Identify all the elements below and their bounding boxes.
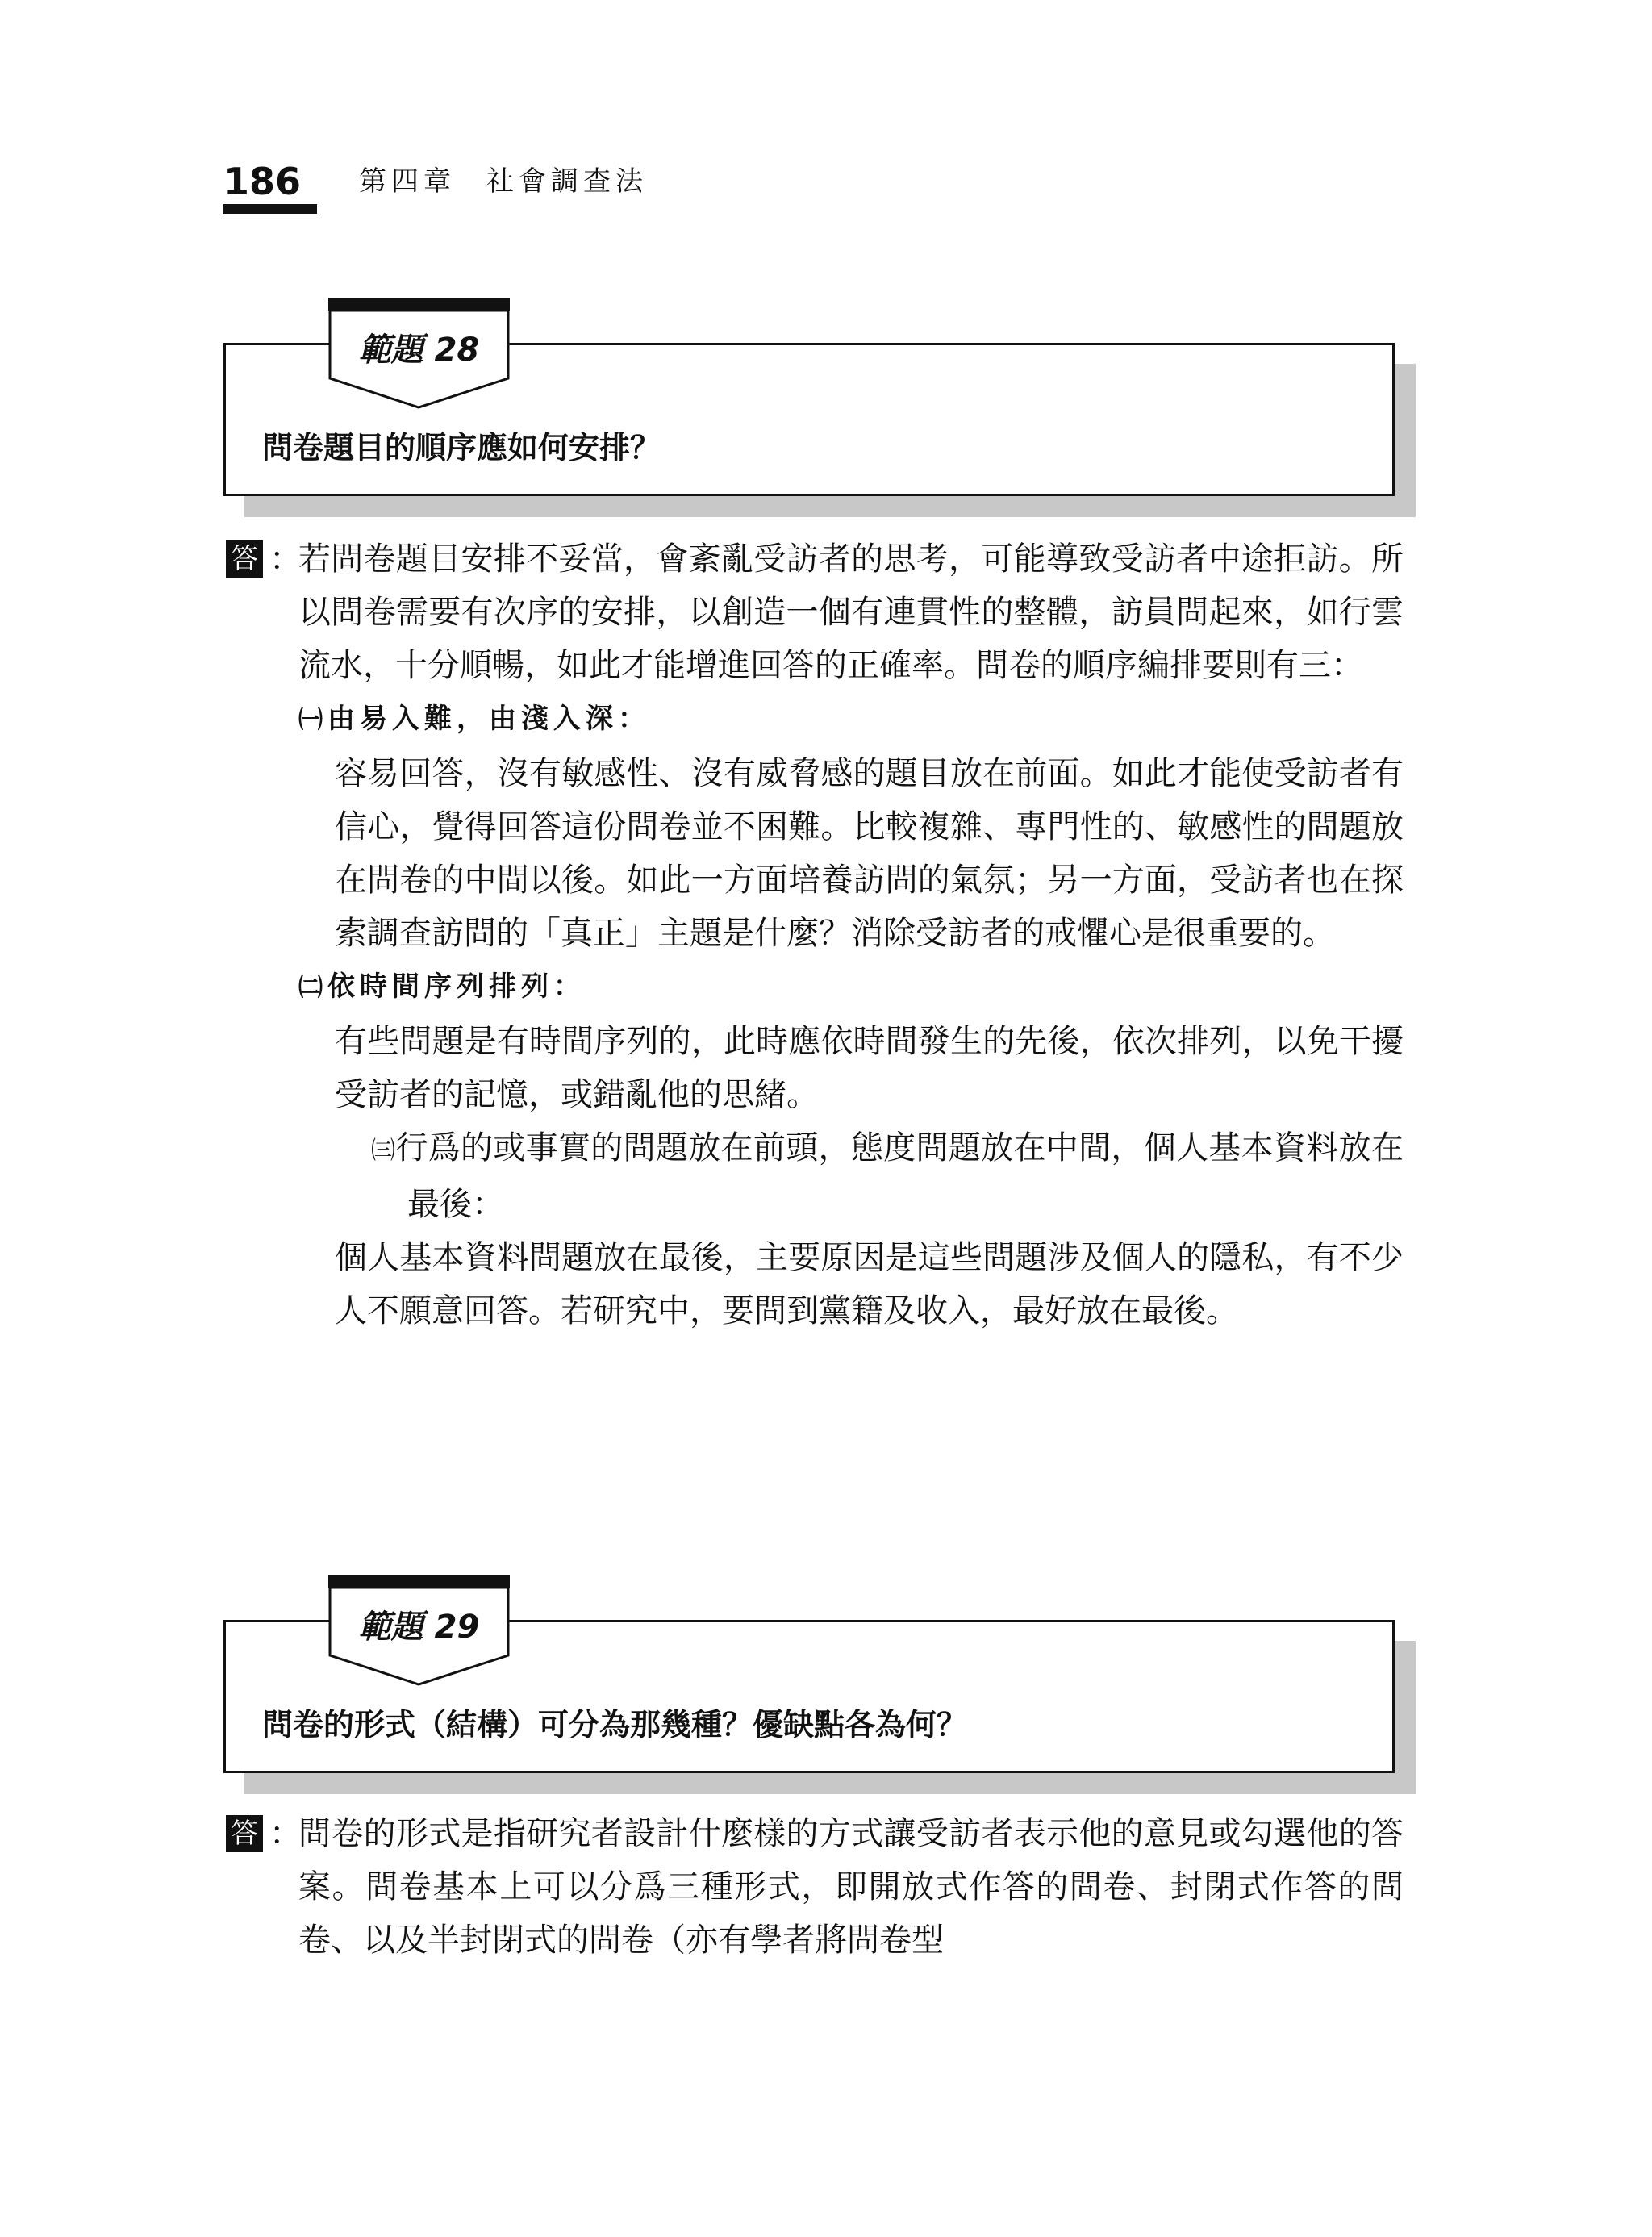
example-tab-29 (328, 1575, 510, 1688)
item-2-marker: ㈡ (298, 974, 327, 1002)
item-1-heading-text: 由易入難，由淺入深： (327, 703, 650, 735)
question-box-29 (223, 1609, 1395, 1773)
answer-29 (226, 1807, 1404, 1967)
item-3-marker: ㈢ (371, 1137, 396, 1165)
question-text: 問卷的形式（結構）可分為那幾種？優缺點各為何？ (262, 1707, 968, 1742)
answer-intro-text: 若問卷題目安排不妥當，會紊亂受訪者的思考，可能導致受訪者中途拒訪。所以問卷需要有次序的安排，以創造一個有連貫性的整體，訪員問起來，如行雲流水，十分順暢，如此才能增進回答的正確率。問卷的順序編排要則有三： (298, 540, 1404, 684)
item-1-marker: ㈠ (298, 706, 327, 734)
example-tab-label: 範題 28 (358, 332, 480, 369)
chapter-title: 社會調查法 (486, 165, 648, 198)
answer-mark: 答 (226, 540, 263, 578)
answer-colon: ： (269, 540, 302, 578)
item-2-body: 有些問題是有時間序列的，此時應依時間發生的先後，依次排列，以免干擾受訪者的記憶，或錯亂他的思緒。 (335, 1023, 1404, 1113)
answer-colon: ： (269, 1815, 302, 1852)
answer-mark: 答 (226, 1815, 263, 1852)
item-1-body: 容易回答，沒有敏感性、沒有威脅感的題目放在前面。如此才能使受訪者有信心，覺得回答這份問卷並不困難。比較複雜、專門性的、敏感性的問題放在問卷的中間以後。如此一方面培養訪問的氣氛；另一方面，受訪者也在探索調查訪問的「真正」主題是什麼？消除受訪者的戒懼心是很重要的。 (335, 755, 1404, 952)
answer-28 (226, 532, 1404, 1338)
item-1-heading (298, 692, 1404, 747)
page-number-underline (223, 204, 317, 214)
answer-intro-row (226, 1807, 1404, 1967)
question-box-28 (223, 332, 1395, 496)
item-3-heading (298, 1121, 1404, 1231)
item-2-heading (298, 960, 1404, 1015)
answer-intro-row (226, 532, 1404, 692)
page-number: 186 (223, 160, 302, 203)
example-tab-label: 範題 29 (358, 1609, 480, 1646)
example-tab-28 (328, 298, 510, 411)
chapter-number: 第四章 (359, 165, 456, 198)
question-text: 問卷題目的順序應如何安排？ (262, 430, 661, 465)
item-3-body: 個人基本資料問題放在最後，主要原因是這些問題涉及個人的隱私，有不少人不願意回答。若研究中，要問到黨籍及收入，最好放在最後。 (335, 1239, 1404, 1329)
item-2-heading-text: 依時間序列排列： (327, 970, 586, 1003)
item-3-heading-text: 行爲的或事實的問題放在前頭，態度問題放在中間，個人基本資料放在最後： (395, 1129, 1404, 1223)
chapter-heading (359, 162, 648, 201)
answer-intro-text: 問卷的形式是指研究者設計什麼樣的方式讓受訪者表示他的意見或勾選他的答案。問卷基本上可以分爲三種形式，即開放式作答的問卷、封閉式作答的問卷、以及半封閉式的問卷（亦有學者將問卷型 (298, 1815, 1404, 1959)
